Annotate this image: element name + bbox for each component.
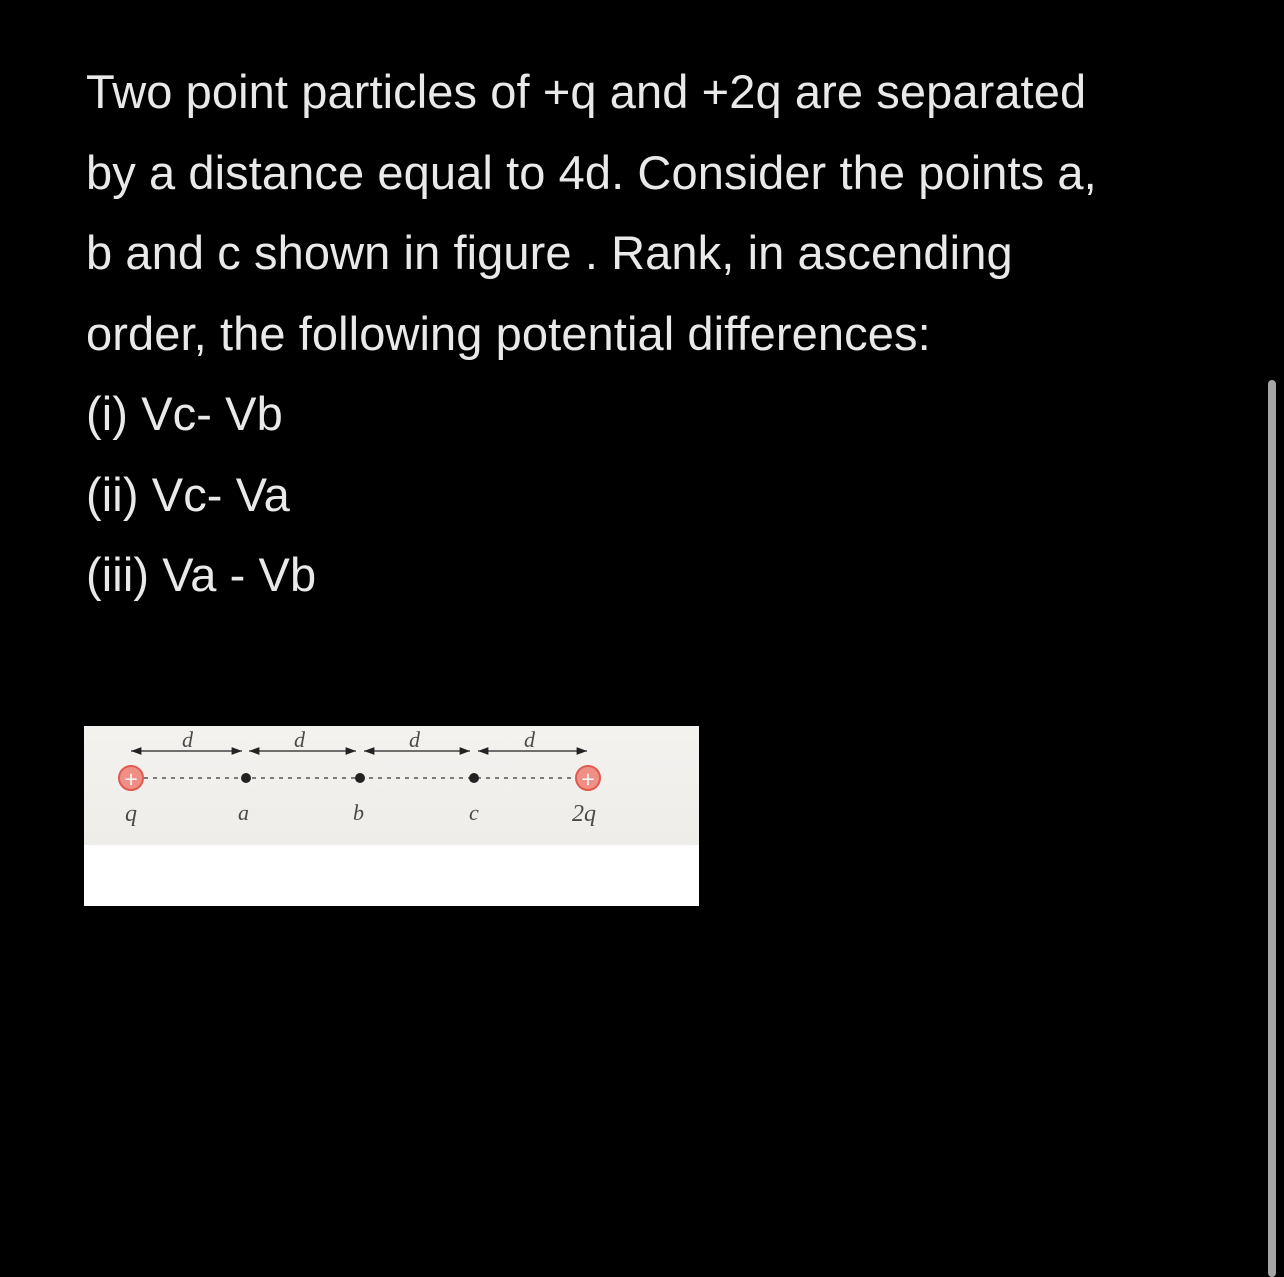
charge-sign-right: + [580,769,596,790]
question-line-1: Two point particles of +q and +2q are separated [86,65,1087,118]
option-i: (i) Vc- Vb [86,387,283,440]
dot-icon [355,773,365,783]
question-line-4: order, the following potential differences: [86,306,931,360]
charge-diagram [84,726,699,906]
question-text [86,52,1226,616]
spacing-label-1: d [182,727,193,752]
point-label-a: a [238,800,249,825]
question-line-3: b and c shown in figure . Rank, in ascending [86,226,1013,279]
dot-icon [241,773,251,783]
plus-circle-icon [576,766,600,790]
charge-sign-left: + [123,769,139,790]
charge-diagram-figure [84,726,699,906]
spacing-label-3: d [409,727,420,752]
question-line-2: by a distance equal to 4d. Consider the points a, [86,145,1097,199]
spacing-label-2: d [294,727,305,752]
vertical-scrollbar[interactable] [1268,380,1276,1277]
spacing-label-4: d [524,727,535,752]
option-iii: (iii) Va - Vb [86,548,317,601]
charge-label-right: 2q [572,801,596,827]
option-ii: (ii) Vc- Va [86,467,290,521]
charge-label-left: q [125,801,137,827]
point-label-c: c [469,800,479,825]
question-paragraph [86,52,1226,616]
plus-circle-icon [119,766,143,790]
point-label-b: b [353,800,364,825]
dot-icon [469,773,479,783]
